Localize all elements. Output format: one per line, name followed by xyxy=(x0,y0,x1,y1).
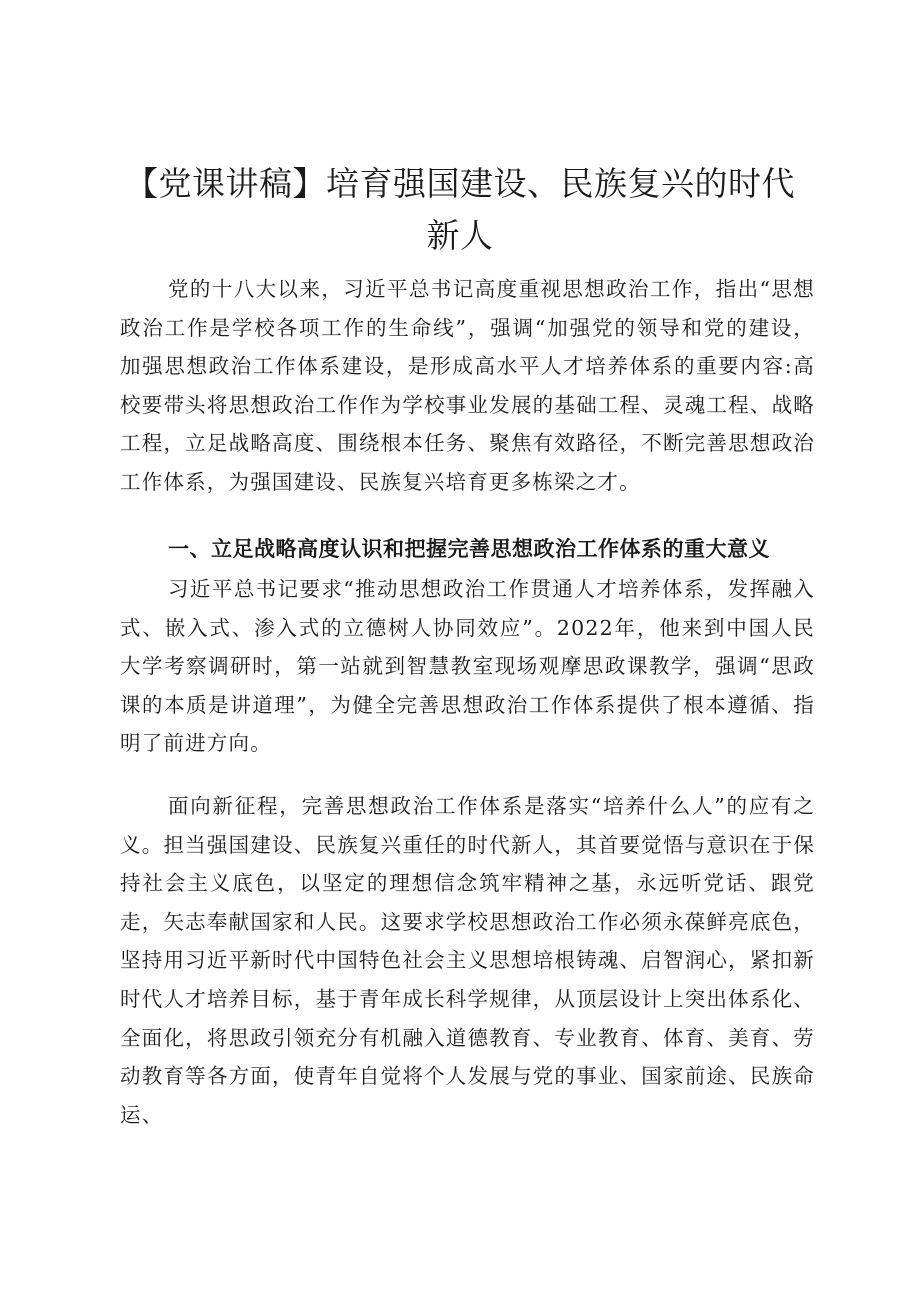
section-1-paragraph-1: 习近平总书记要求“推动思想政治工作贯通人才培养体系，发挥融入式、嵌入式、渗入式的立德树人协同效应”。2022年，他来到中国人民大学考察调研时，第一站就到智慧教室现场观摩思政课教学，强调“思政课的本质是讲道理”，为健全完善思想政治工作体系提供了根本遵循、指明了前进方向。 xyxy=(120,577,815,756)
section-heading-1: 一、立足战略高度认识和把握完善思想政治工作体系的重大意义 xyxy=(168,537,770,561)
intro-paragraph: 党的十八大以来，习近平总书记高度重视思想政治工作，指出“思想政治工作是学校各项工作的生命线”，强调“加强党的领导和党的建设，加强思想政治工作体系建设，是形成高水平人才培养体系的重要内容:高校要带头将思想政治工作作为学校事业发展的基础工程、灵魂工程、战略工程，立足战略高度、围绕根本任务、聚焦有效路径，不断完善思想政治工作体系，为强国建设、民族复兴培育更多栋梁之才。 xyxy=(120,277,815,494)
document-title: 【党课讲稿】培育强国建设、民族复兴的时代新人 xyxy=(125,164,795,255)
section-1-paragraph-2: 面向新征程，完善思想政治工作体系是落实“培养什么人”的应有之义。担当强国建设、民族复兴重任的时代新人，其首要觉悟与意识在于保持社会主义底色，以坚定的理想信念筑牢精神之基，永远听党话、跟党走，矢志奉献国家和人民。这要求学校思想政治工作必须永葆鲜亮底色，坚持用习近平新时代中国特色社会主义思想培根铸魂、启智润心，紧扣新时代人才培养目标，基于青年成长科学规律，从顶层设计上突出体系化、全面化，将思政引领充分有机融入道德教育、专业教育、体育、美育、劳动教育等各方面，使青年自觉将个人发展与党的事业、国家前途、民族命运、 xyxy=(120,794,815,1127)
